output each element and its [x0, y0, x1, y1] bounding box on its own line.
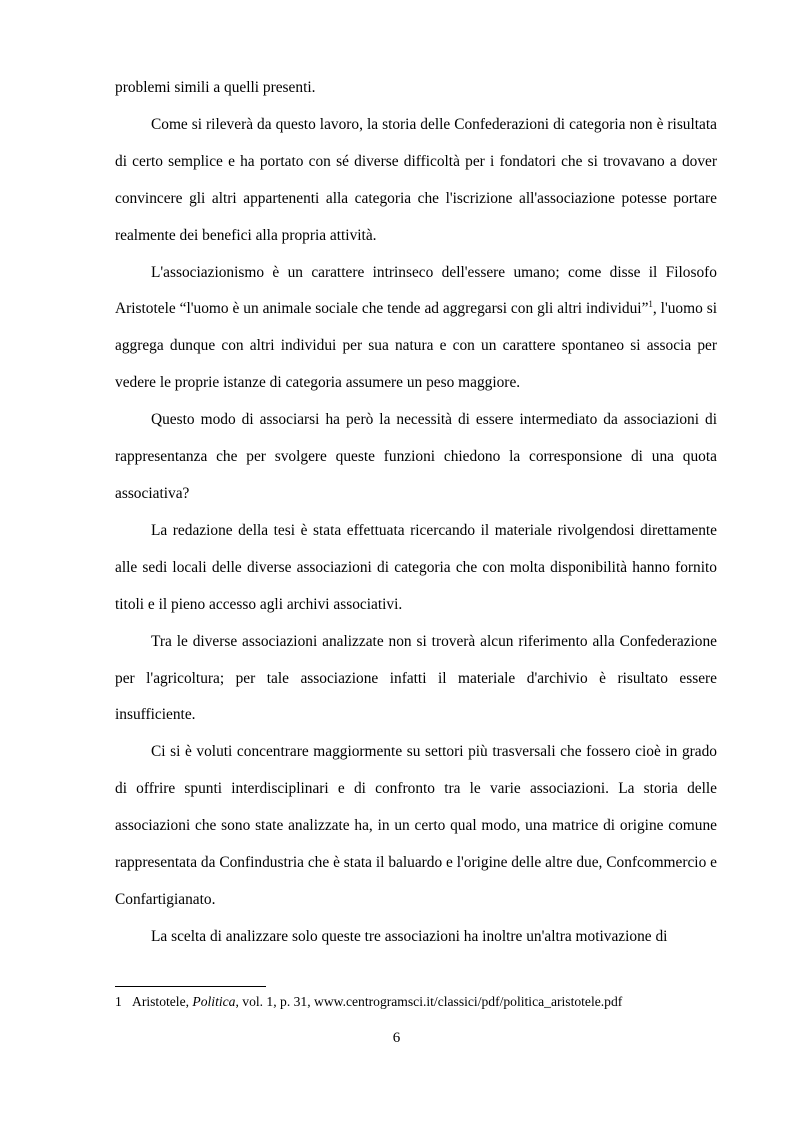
- footnote-author: Aristotele,: [132, 994, 190, 1009]
- footnote: [115, 993, 735, 1011]
- footnote-number: 1: [115, 994, 122, 1009]
- footnote-title: Politica: [192, 994, 236, 1009]
- paragraph-6: Tra le diverse associazioni analizzate non si troverà alcun riferimento alla Confederazione per l'agricoltura; per tale associazione infatti il materiale d'archivio è risultato essere insufficiente.: [115, 632, 717, 724]
- paragraph-4: Questo modo di associarsi ha però la necessità di essere intermediato da associazioni di rappresentanza che per svolgere queste funzioni chiedono la corresponsione di una quota associativa?: [115, 411, 717, 502]
- paragraph-8: La scelta di analizzare solo queste tre associazioni ha inoltre un'altra motivazione di: [151, 927, 668, 945]
- paragraph-3: [115, 255, 717, 403]
- paragraph-2: Come si rileverà da questo lavoro, la storia delle Confederazioni di categoria non è risultata di certo semplice e ha portato con sé diverse difficoltà per i fondatori che si trovavano a dover convincere gli altri appartenenti alla categoria che l'iscrizione all'associazione potesse portare realmente dei benefici alla propria attività.: [115, 115, 717, 244]
- footnote-details: , vol. 1, p. 31, www.centrogramsci.it/classici/pdf/politica_aristotele.pdf: [235, 994, 623, 1009]
- body-text: [115, 70, 717, 956]
- paragraph-7: Ci si è voluti concentrare maggiormente su settori più trasversali che fossero cioè in grado di offrire spunti interdisciplinari e di confronto tra le varie associazioni. La storia delle associazioni che sono state analizzate ha, in un certo qual modo, una matrice di origine comune rappresentata da Confindustria che è stata il baluardo e l'origine delle altre due, Confcommercio e Confartigianato.: [115, 743, 717, 908]
- paragraph-3-text-after: , l'uomo si aggrega dunque con altri individui per sua natura e con un carattere spontaneo si associa per vedere le proprie istanze di categoria assumere un peso maggiore.: [115, 300, 717, 392]
- footnote-separator: [115, 986, 266, 987]
- footnote-reference: 1: [648, 299, 653, 310]
- paragraph-3-text-before: L'associazionismo è un carattere intrinseco dell'essere umano; come disse il Filosofo Aristotele “l'uomo è un animale sociale che tende ad aggregarsi con gli altri individui”: [115, 263, 717, 318]
- paragraph-1: problemi simili a quelli presenti.: [115, 79, 316, 96]
- paragraph-5: La redazione della tesi è stata effettuata ricercando il materiale rivolgendosi direttamente alle sedi locali delle diverse associazioni di categoria che con molta disponibilità hanno fornito titoli e il pieno accesso agli archivi associativi.: [115, 521, 717, 613]
- page-number: 6: [392, 1030, 401, 1046]
